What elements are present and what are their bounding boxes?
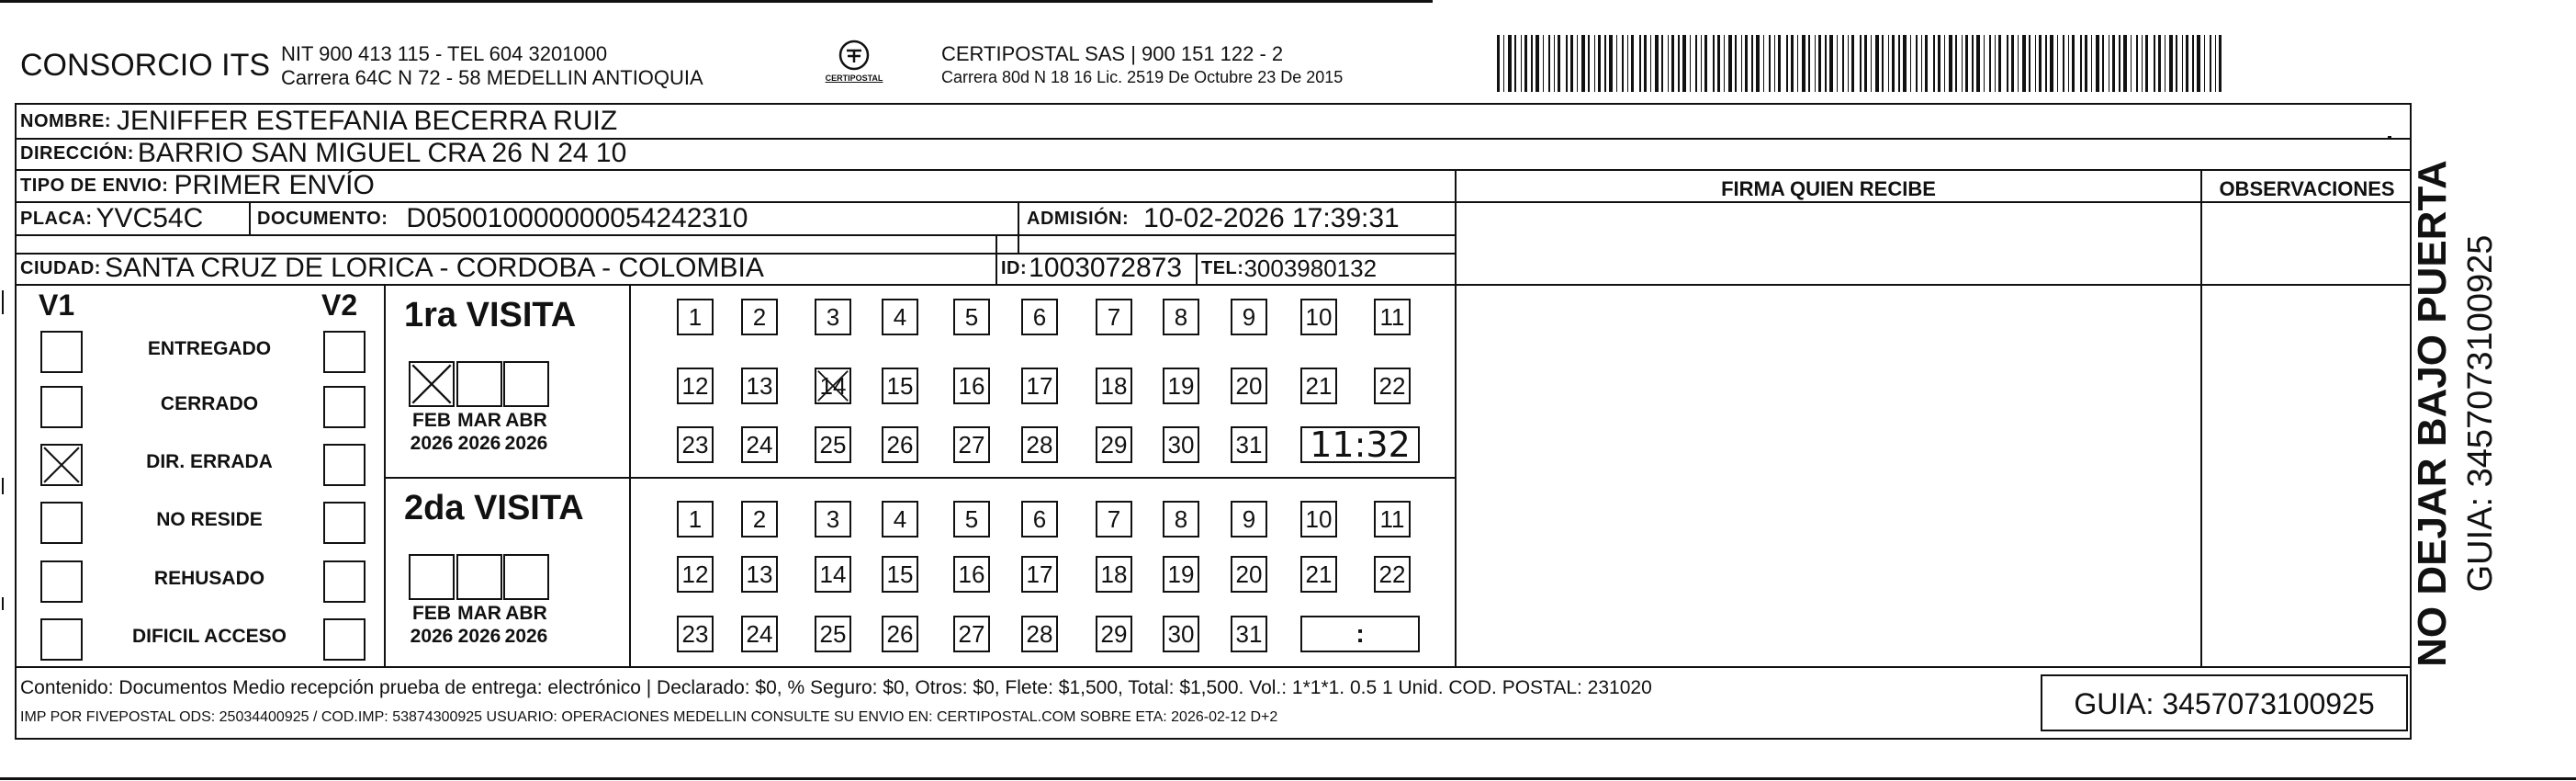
nombre-label: NOMBRE: xyxy=(20,110,112,131)
ciudad-row xyxy=(20,252,764,285)
day-checkbox[interactable]: 8 xyxy=(1163,501,1199,538)
barcode-bar xyxy=(1851,35,1854,92)
v1-checkbox[interactable] xyxy=(40,502,83,544)
month-label xyxy=(499,602,554,648)
barcode-bar xyxy=(1976,35,1980,92)
status-option-label: DIR. ERRADA xyxy=(146,451,273,472)
barcode-bar xyxy=(1984,35,1985,92)
admision-row xyxy=(1027,202,1400,235)
barcode-bar xyxy=(1588,35,1590,92)
month-name: FEB xyxy=(412,603,451,624)
nombre-row xyxy=(20,105,617,138)
barcode-bar xyxy=(2068,35,2069,92)
barcode-bar xyxy=(2210,35,2211,92)
barcode-bar xyxy=(1639,35,1641,92)
day-checkbox[interactable]: 25 xyxy=(815,426,851,463)
col-line xyxy=(384,284,386,666)
day-checkbox[interactable]: 25 xyxy=(815,616,851,652)
documento-label: DOCUMENTO: xyxy=(257,208,388,229)
barcode-bar xyxy=(1875,35,1879,92)
barcode-bar xyxy=(1933,35,1935,92)
barcode-bar xyxy=(1751,35,1753,92)
barcode-bar xyxy=(1944,35,1945,92)
barcode-bar xyxy=(1713,35,1715,92)
barcode-bar xyxy=(1949,35,1952,92)
barcode xyxy=(1497,35,2222,92)
barcode-bar xyxy=(1627,35,1628,92)
barcode-bar xyxy=(1791,35,1794,92)
month-label xyxy=(499,409,554,455)
month-year: 2026 xyxy=(504,626,548,647)
day-checkbox[interactable]: 17 xyxy=(1021,556,1058,593)
barcode-bar xyxy=(1864,35,1867,92)
barcode-bar xyxy=(1802,35,1805,92)
barcode-bar xyxy=(2123,35,2127,92)
barcode-bar xyxy=(1543,35,1544,92)
barcode-bar xyxy=(1769,35,1771,92)
day-checkbox[interactable]: 28 xyxy=(1021,426,1058,463)
barcode-bar xyxy=(1741,35,1742,92)
barcode-bar xyxy=(1724,35,1725,92)
side-mark xyxy=(2388,136,2391,139)
status-option-label: ENTREGADO xyxy=(147,338,272,359)
left-edge-mark xyxy=(2,478,4,494)
barcode-bar xyxy=(1566,35,1568,92)
barcode-bar xyxy=(1903,35,1907,92)
day-checkbox[interactable]: 24 xyxy=(741,616,778,652)
col-line xyxy=(249,201,251,234)
col-line xyxy=(1018,201,1019,253)
barcode-bar xyxy=(1558,35,1560,92)
time-field[interactable]: : xyxy=(1300,616,1420,652)
barcode-bar xyxy=(2136,35,2138,92)
day-checkbox[interactable]: 21 xyxy=(1300,556,1337,593)
day-checkbox[interactable]: 1 xyxy=(677,501,714,538)
barcode-bar xyxy=(1668,35,1669,92)
barcode-bar xyxy=(1497,35,1500,92)
barcode-bar xyxy=(1678,35,1680,92)
day-checkbox[interactable]: 13 xyxy=(741,556,778,593)
barcode-bar xyxy=(2145,35,2148,92)
row-line xyxy=(15,666,2412,668)
day-checkbox[interactable]: 29 xyxy=(1096,426,1132,463)
barcode-bar xyxy=(1808,35,1810,92)
placa-row xyxy=(20,202,203,235)
barcode-bar xyxy=(1756,35,1760,92)
barcode-bar xyxy=(1631,35,1634,92)
row-line xyxy=(384,477,1455,479)
day-checkbox[interactable]: 15 xyxy=(882,368,918,404)
day-checkbox[interactable]: 31 xyxy=(1231,616,1267,652)
barcode-bar xyxy=(1910,35,1911,92)
x-mark-icon xyxy=(411,363,453,405)
v1-checkbox[interactable] xyxy=(40,618,83,661)
barcode-bar xyxy=(1925,35,1928,92)
month-name: MAR xyxy=(457,410,501,431)
month-checkbox[interactable] xyxy=(409,554,455,600)
day-checkbox[interactable]: 8 xyxy=(1163,299,1199,335)
col-line xyxy=(1455,284,1457,666)
barcode-bar xyxy=(2215,35,2216,92)
day-checkbox[interactable]: 5 xyxy=(953,299,990,335)
day-checkbox[interactable]: 20 xyxy=(1231,556,1267,593)
barcode-bar xyxy=(1531,35,1533,92)
barcode-bar xyxy=(1778,35,1781,92)
day-checkbox[interactable]: 24 xyxy=(741,426,778,463)
first-visit-label: 1ra VISITA xyxy=(404,296,577,334)
day-checkbox[interactable]: 12 xyxy=(677,556,714,593)
barcode-bar xyxy=(1704,35,1707,92)
month-checkbox[interactable] xyxy=(456,361,502,407)
month-checkbox[interactable] xyxy=(456,554,502,600)
barcode-bar xyxy=(1882,35,1884,92)
v1-checkbox[interactable] xyxy=(40,560,83,603)
day-checkbox[interactable]: 26 xyxy=(882,616,918,652)
day-checkbox[interactable]: 23 xyxy=(677,616,714,652)
status-option-label: CERRADO xyxy=(160,393,259,414)
barcode-bar xyxy=(2029,35,2030,92)
barcode-bar xyxy=(2018,35,2019,92)
day-checkbox[interactable]: 22 xyxy=(1374,556,1411,593)
id-label: ID: xyxy=(1001,257,1028,278)
tipo-label: TIPO DE ENVIO: xyxy=(20,175,169,196)
barcode-bar xyxy=(1921,35,1922,92)
col-line xyxy=(1196,253,1198,284)
day-checkbox[interactable]: 27 xyxy=(953,426,990,463)
day-checkbox[interactable]: 5 xyxy=(953,501,990,538)
top-edge-line xyxy=(0,0,1433,3)
barcode-bar xyxy=(1972,35,1974,92)
barcode-bar xyxy=(1871,35,1872,92)
barcode-bar xyxy=(2022,35,2026,92)
barcode-bar xyxy=(1898,35,1900,92)
guia-box-value: GUIA: 3457073100925 xyxy=(2074,687,2375,720)
placa-value: YVC54C xyxy=(96,203,204,233)
barcode-bar xyxy=(1797,35,1798,92)
status-option-label: REHUSADO xyxy=(153,568,265,589)
day-checkbox[interactable]: 9 xyxy=(1231,299,1267,335)
day-checkbox[interactable]: 10 xyxy=(1300,501,1337,538)
barcode-bar xyxy=(2119,35,2120,92)
barcode-bar xyxy=(1717,35,1720,92)
v1-checkbox[interactable] xyxy=(40,444,83,486)
v2-checkbox[interactable] xyxy=(323,502,366,544)
barcode-bar xyxy=(1728,35,1732,92)
barcode-bar xyxy=(2007,35,2008,92)
day-checkbox[interactable]: 9 xyxy=(1231,501,1267,538)
firma-label: FIRMA QUIEN RECIBE xyxy=(1721,177,1936,200)
barcode-bar xyxy=(1690,35,1691,92)
day-checkbox[interactable]: 11 xyxy=(1374,299,1411,335)
direccion-value: BARRIO SAN MIGUEL CRA 26 N 24 10 xyxy=(137,138,627,168)
barcode-bar xyxy=(2219,35,2222,92)
barcode-bar xyxy=(2186,35,2188,92)
barcode-bar xyxy=(1842,35,1844,92)
barcode-bar xyxy=(1837,35,1838,92)
barcode-bar xyxy=(1774,35,1775,92)
barcode-bar xyxy=(1535,35,1539,92)
admision-value: 10-02-2026 17:39:31 xyxy=(1143,203,1400,233)
month-checkbox[interactable] xyxy=(409,361,455,407)
barcode-bar xyxy=(1860,35,1862,92)
month-checkbox[interactable] xyxy=(503,554,549,600)
day-checkbox[interactable]: 21 xyxy=(1300,368,1337,404)
day-checkbox[interactable]: 16 xyxy=(953,368,990,404)
v2-checkbox[interactable] xyxy=(323,444,366,486)
month-name: MAR xyxy=(457,603,501,624)
side-warning: NO DEJAR BAJO PUERTA xyxy=(2410,160,2455,667)
barcode-bar xyxy=(1818,35,1821,92)
day-checkbox[interactable]: 6 xyxy=(1021,501,1058,538)
barcode-bar xyxy=(2204,35,2205,92)
barcode-bar xyxy=(1577,35,1578,92)
barcode-bar xyxy=(1695,35,1697,92)
day-checkbox[interactable]: 14 xyxy=(815,556,851,593)
barcode-bar xyxy=(1892,35,1895,92)
id-value: 1003072873 xyxy=(1029,253,1183,283)
barcode-bar xyxy=(1825,35,1827,92)
day-checkbox[interactable]: 30 xyxy=(1163,616,1199,652)
company-info-2: Carrera 64C N 72 - 58 MEDELLIN ANTIOQUIA xyxy=(281,66,703,89)
barcode-bar xyxy=(1815,35,1816,92)
day-checkbox[interactable]: 16 xyxy=(953,556,990,593)
month-year: 2026 xyxy=(457,626,501,647)
barcode-bar xyxy=(1598,35,1601,92)
month-year: 2026 xyxy=(410,433,454,454)
barcode-bar xyxy=(1955,35,1957,92)
month-year: 2026 xyxy=(504,433,548,454)
day-checkbox[interactable]: 27 xyxy=(953,616,990,652)
ciudad-label: CIUDAD: xyxy=(20,257,101,278)
tipo-row xyxy=(20,170,375,201)
col-line xyxy=(2200,284,2202,666)
barcode-bar xyxy=(1786,35,1788,92)
day-checkbox[interactable]: 15 xyxy=(882,556,918,593)
documento-value: D050010000000054242310 xyxy=(406,203,748,233)
tel-label: TEL: xyxy=(1201,257,1244,278)
day-checkbox[interactable]: 31 xyxy=(1231,426,1267,463)
barcode-bar xyxy=(1524,35,1527,92)
barcode-bar xyxy=(1848,35,1849,92)
time-field[interactable]: 11:32 xyxy=(1300,426,1420,463)
barcode-bar xyxy=(2102,35,2104,92)
barcode-bar xyxy=(1604,35,1606,92)
barcode-bar xyxy=(2011,35,2014,92)
certipostal-info-1: CERTIPOSTAL SAS | 900 151 122 - 2 xyxy=(941,42,1284,65)
company-name: CONSORCIO ITS xyxy=(20,48,271,83)
footer-imp: IMP POR FIVEPOSTAL ODS: 25034400925 / COD.IMP: 53874300925 USUARIO: OPERACIONES MEDELLIN CONSULTE SU ENVIO EN: CERTIPOSTAL.COM SOBRE ETA: 2026-02-12 D+2 xyxy=(20,709,1278,725)
v2-checkbox[interactable] xyxy=(323,560,366,603)
month-name: FEB xyxy=(412,410,451,431)
barcode-bar xyxy=(1682,35,1686,92)
barcode-bar xyxy=(1735,35,1737,92)
col-line xyxy=(996,234,997,284)
barcode-bar xyxy=(1650,35,1651,92)
barcode-bar xyxy=(1962,35,1963,92)
day-checkbox[interactable]: 19 xyxy=(1163,556,1199,593)
day-checkbox[interactable]: 13 xyxy=(741,368,778,404)
day-checkbox[interactable]: 30 xyxy=(1163,426,1199,463)
barcode-bar xyxy=(1514,35,1516,92)
v2-checkbox[interactable] xyxy=(323,618,366,661)
day-checkbox[interactable]: 11 xyxy=(1374,501,1411,538)
barcode-bar xyxy=(1622,35,1624,92)
barcode-bar xyxy=(2182,35,2183,92)
barcode-bar xyxy=(1644,35,1647,92)
barcode-bar xyxy=(2131,35,2132,92)
barcode-bar xyxy=(1995,35,1996,92)
side-guia: GUIA: 3457073100925 xyxy=(2461,234,2500,593)
day-checkbox[interactable]: 7 xyxy=(1096,299,1132,335)
barcode-bar xyxy=(1989,35,1991,92)
day-checkbox[interactable]: 26 xyxy=(882,426,918,463)
barcode-bar xyxy=(1763,35,1764,92)
left-edge-mark xyxy=(2,597,4,610)
day-checkbox[interactable]: 6 xyxy=(1021,299,1058,335)
day-checkbox[interactable]: 7 xyxy=(1096,501,1132,538)
month-label xyxy=(404,602,459,648)
v1-checkbox[interactable] xyxy=(40,331,83,373)
day-checkbox[interactable]: 4 xyxy=(882,299,918,335)
month-name: ABR xyxy=(505,410,547,431)
v2-checkbox[interactable] xyxy=(323,386,366,428)
month-label xyxy=(404,409,459,455)
v2-checkbox[interactable] xyxy=(323,331,366,373)
day-checkbox[interactable]: 1 xyxy=(677,299,714,335)
month-checkbox[interactable] xyxy=(503,361,549,407)
footer-contenido: Contenido: Documentos Medio recepción prueba de entrega: electrónico | Declarado: $0, % Seguro: $0, Otros: $0, Flete: $1,500, Total: $1,500. Vol.: 1*1*1. 0.5 1 Unid. COD. POSTAL: 231020 xyxy=(20,677,1652,698)
barcode-bar xyxy=(1521,35,1522,92)
barcode-bar xyxy=(1916,35,1918,92)
certipostal-logo-icon xyxy=(822,37,886,92)
barcode-bar xyxy=(1998,35,2001,92)
col-line xyxy=(629,284,631,666)
barcode-bar xyxy=(2063,35,2064,92)
logo-text: CERTIPOSTAL xyxy=(825,74,883,83)
day-checkbox[interactable]: 19 xyxy=(1163,368,1199,404)
certipostal-info-2: Carrera 80d N 18 16 Lic. 2519 De Octubre 23 De 2015 xyxy=(941,68,1344,86)
left-edge-mark xyxy=(2,290,4,314)
day-checkbox[interactable]: 28 xyxy=(1021,616,1058,652)
day-checkbox[interactable]: 10 xyxy=(1300,299,1337,335)
barcode-bar xyxy=(2045,35,2047,92)
barcode-bar xyxy=(1594,35,1595,92)
documento-row xyxy=(257,202,748,235)
day-checkbox[interactable]: 17 xyxy=(1021,368,1058,404)
barcode-bar xyxy=(1570,35,1573,92)
tipo-value: PRIMER ENVÍO xyxy=(174,170,375,200)
tel-row xyxy=(1201,252,1377,285)
barcode-bar xyxy=(2050,35,2053,92)
barcode-bar xyxy=(1671,35,1674,92)
direccion-label: DIRECCIÓN: xyxy=(20,142,134,164)
barcode-bar xyxy=(2154,35,2155,92)
bottom-edge-line xyxy=(0,777,2576,780)
barcode-bar xyxy=(1609,35,1613,92)
day-checkbox[interactable]: 3 xyxy=(815,501,851,538)
second-visit-label: 2da VISITA xyxy=(404,489,584,527)
nombre-value: JENIFFER ESTEFANIA BECERRA RUIZ xyxy=(117,106,618,136)
day-checkbox[interactable]: 2 xyxy=(741,299,778,335)
day-checkbox[interactable]: 18 xyxy=(1096,556,1132,593)
barcode-bar xyxy=(2158,35,2161,92)
ciudad-value: SANTA CRUZ DE LORICA - CORDOBA - COLOMBIA xyxy=(104,253,764,283)
day-checkbox[interactable]: 29 xyxy=(1096,616,1132,652)
day-checkbox[interactable]: 4 xyxy=(882,501,918,538)
barcode-bar xyxy=(1508,35,1512,92)
month-year: 2026 xyxy=(410,626,454,647)
barcode-bar xyxy=(2057,35,2058,92)
barcode-bar xyxy=(2035,35,2036,92)
month-year: 2026 xyxy=(457,433,501,454)
barcode-bar xyxy=(1655,35,1659,92)
status-option-label: NO RESIDE xyxy=(156,509,263,530)
day-checkbox[interactable]: 20 xyxy=(1231,368,1267,404)
barcode-bar xyxy=(1888,35,1889,92)
x-mark-icon xyxy=(816,369,849,402)
barcode-bar xyxy=(2142,35,2143,92)
day-checkbox[interactable]: 2 xyxy=(741,501,778,538)
barcode-bar xyxy=(2072,35,2075,92)
v1-label: V1 xyxy=(39,289,75,322)
barcode-bar xyxy=(1701,35,1702,92)
barcode-bar xyxy=(2080,35,2082,92)
barcode-bar xyxy=(1581,35,1585,92)
placa-label: PLACA: xyxy=(20,208,93,229)
company-info-1: NIT 900 413 115 - TEL 604 3201000 xyxy=(281,42,608,65)
day-checkbox[interactable]: 23 xyxy=(677,426,714,463)
barcode-bar xyxy=(1829,35,1833,92)
barcode-bar xyxy=(1938,35,1940,92)
barcode-bar xyxy=(2197,35,2200,92)
observaciones-label: OBSERVACIONES xyxy=(2219,177,2395,200)
status-option-label: DIFICIL ACCESO xyxy=(131,626,287,647)
barcode-bar xyxy=(2085,35,2087,92)
day-checkbox[interactable]: 18 xyxy=(1096,368,1132,404)
barcode-bar xyxy=(1503,35,1504,92)
barcode-bar xyxy=(2091,35,2092,92)
barcode-bar xyxy=(1661,35,1663,92)
tel-value: 3003980132 xyxy=(1243,254,1378,282)
barcode-bar xyxy=(2176,35,2177,92)
barcode-bar xyxy=(1548,35,1550,92)
barcode-bar xyxy=(1616,35,1617,92)
month-name: ABR xyxy=(505,603,547,624)
barcode-bar xyxy=(2112,35,2115,92)
v1-checkbox[interactable] xyxy=(40,386,83,428)
barcode-bar xyxy=(2169,35,2173,92)
day-checkbox[interactable]: 12 xyxy=(677,368,714,404)
barcode-bar xyxy=(1745,35,1748,92)
direccion-row xyxy=(20,138,626,169)
barcode-bar xyxy=(2096,35,2099,92)
barcode-bar xyxy=(1965,35,1968,92)
admision-label: ADMISIÓN: xyxy=(1027,208,1130,229)
barcode-bar xyxy=(2192,35,2194,92)
v2-label: V2 xyxy=(321,289,358,322)
day-checkbox[interactable]: 14 xyxy=(815,368,851,404)
x-mark-icon xyxy=(42,446,81,484)
id-row xyxy=(1001,252,1182,285)
day-checkbox[interactable]: 22 xyxy=(1374,368,1411,404)
barcode-bar xyxy=(1554,35,1555,92)
certipostal-logo xyxy=(822,37,886,92)
day-checkbox[interactable]: 3 xyxy=(815,299,851,335)
barcode-bar xyxy=(2039,35,2042,92)
